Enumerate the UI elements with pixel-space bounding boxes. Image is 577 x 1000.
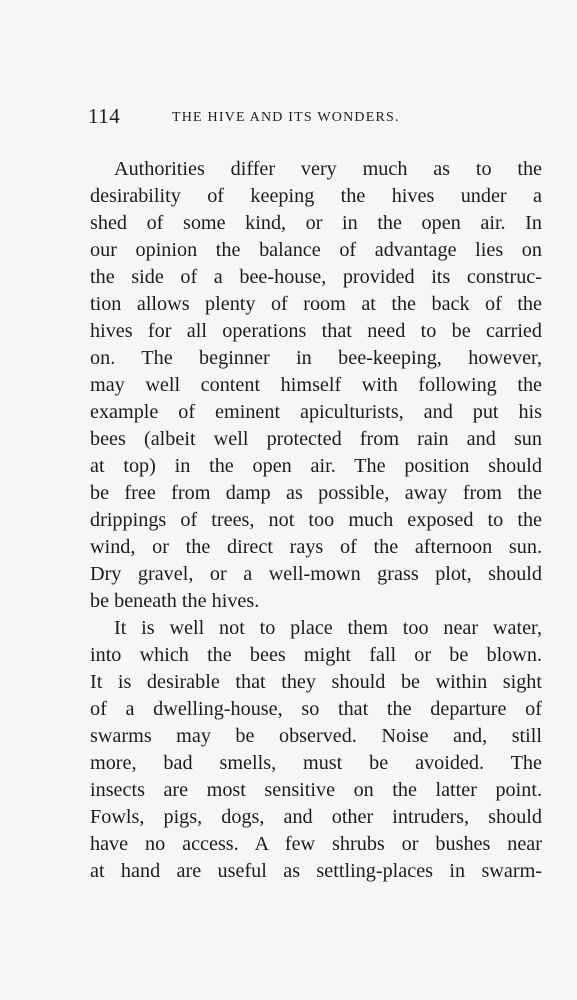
text-line: Dry gravel, or a well-mown grass plot, should xyxy=(90,563,542,585)
page-number: 114 xyxy=(88,104,121,128)
text-line: drippings of trees, not too much exposed to the xyxy=(90,509,542,531)
text-line: at hand are useful as settling-places in swarm- xyxy=(90,860,542,882)
page-header xyxy=(88,104,543,130)
body-text xyxy=(90,156,542,885)
text-line: example of eminent apiculturists, and put his xyxy=(90,401,542,423)
text-line: have no access. A few shrubs or bushes near xyxy=(90,833,542,855)
text-line: at top) in the open air. The position should xyxy=(90,455,542,477)
text-line: insects are most sensitive on the latter point. xyxy=(90,779,542,801)
text-line: the side of a bee-house, provided its construc- xyxy=(90,266,542,288)
text-line: be free from damp as possible, away from the xyxy=(90,482,542,504)
text-line: It is desirable that they should be within sight xyxy=(90,671,542,693)
text-line: desirability of keeping the hives under a xyxy=(90,185,542,207)
text-line: wind, or the direct rays of the afternoon sun. xyxy=(90,536,542,558)
running-title: THE HIVE AND ITS WONDERS. xyxy=(172,110,400,125)
text-line: Authorities differ very much as to the xyxy=(114,158,542,180)
text-line: hives for all operations that need to be carried xyxy=(90,320,542,342)
paragraph-1 xyxy=(90,156,542,615)
paragraph-2 xyxy=(90,615,542,885)
text-line: of a dwelling-house, so that the departure of xyxy=(90,698,542,720)
text-line: bees (albeit well protected from rain and sun xyxy=(90,428,542,450)
text-line: our opinion the balance of advantage lies on xyxy=(90,239,542,261)
text-line: may well content himself with following the xyxy=(90,374,542,396)
text-line: on. The beginner in bee-keeping, however, xyxy=(90,347,542,369)
text-line: into which the bees might fall or be blown. xyxy=(90,644,542,666)
text-line: be beneath the hives. xyxy=(90,590,260,612)
text-line: Fowls, pigs, dogs, and other intruders, should xyxy=(90,806,542,828)
text-line: shed of some kind, or in the open air. In xyxy=(90,212,542,234)
text-line: more, bad smells, must be avoided. The xyxy=(90,752,542,774)
text-line: swarms may be observed. Noise and, still xyxy=(90,725,542,747)
text-line: tion allows plenty of room at the back of the xyxy=(90,293,542,315)
text-line: It is well not to place them too near water, xyxy=(114,617,542,639)
